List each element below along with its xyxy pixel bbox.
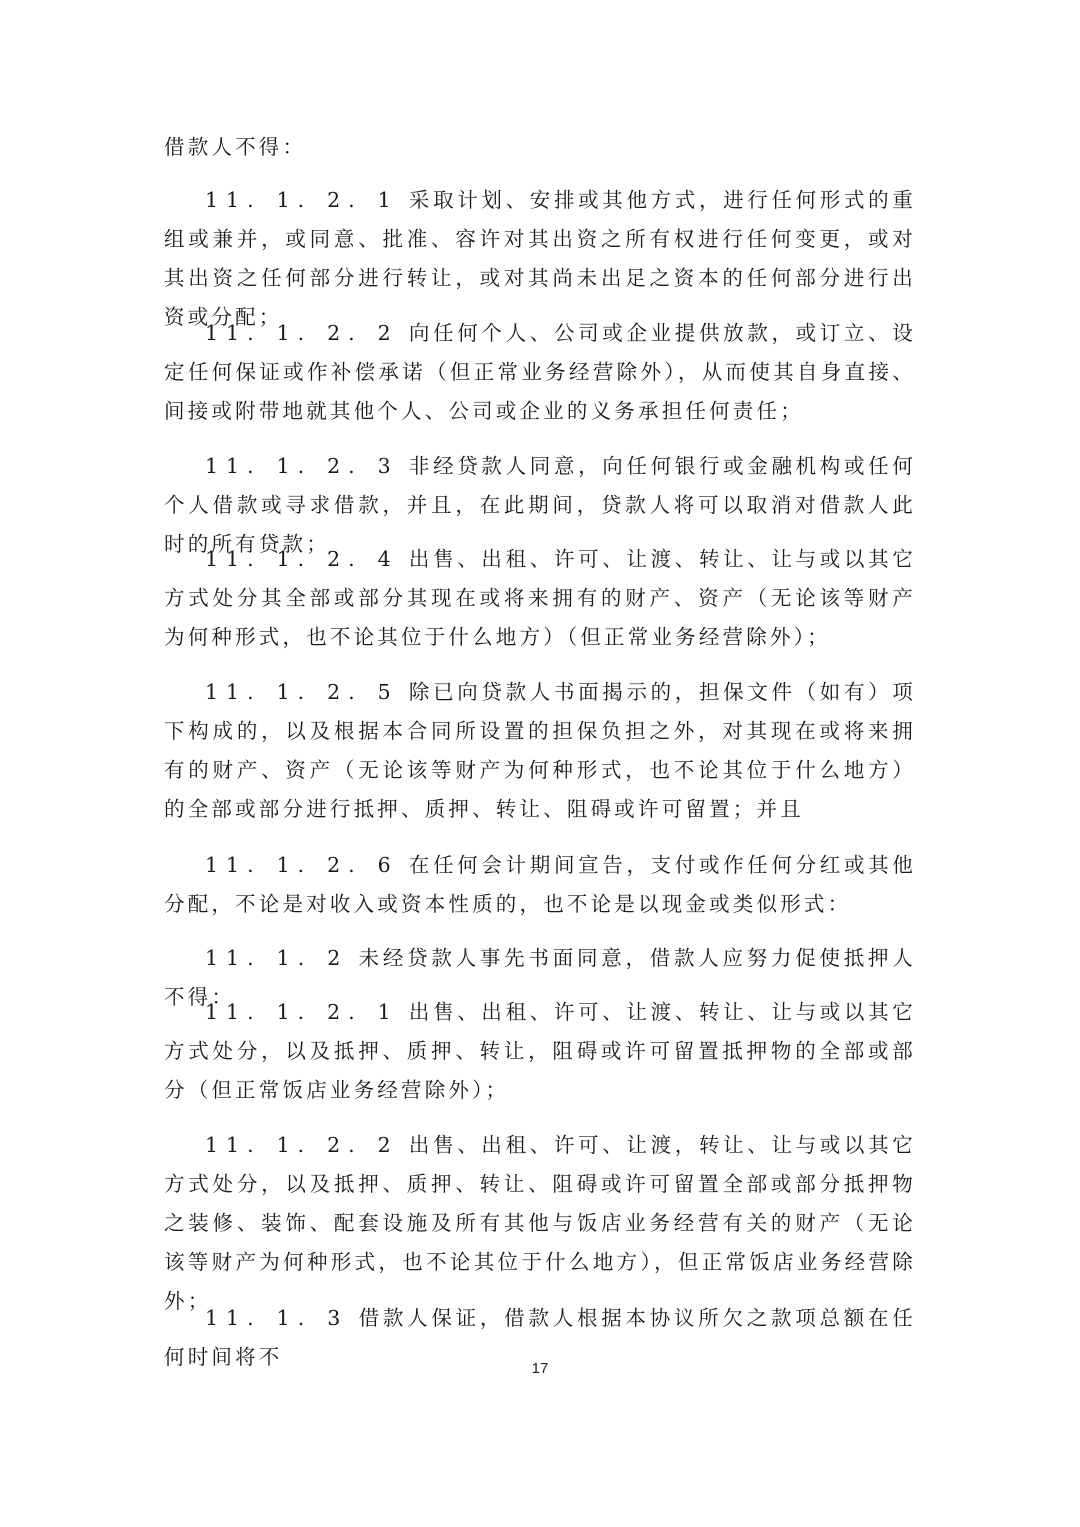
clause-text: 向任何个人、公司或企业提供放款，或订立、设定任何保证或作补偿承诺（但正常业务经营除外），从而使其自身直接、间接或附带地就其他个人、公司或企业的义务承担任何责任； (164, 321, 917, 423)
clause-11-1-2-6 (164, 846, 916, 924)
clause-11-1-2-2 (164, 314, 916, 431)
page-number: 17 (531, 1360, 549, 1377)
clause-text: 借款人保证，借款人根据本协议所欠之款项总额在任何时间将不 (164, 1306, 916, 1369)
clause-number: 11. 1. 2. 1 (205, 188, 399, 212)
intro-paragraph (164, 128, 916, 167)
clause-text: 未经贷款人事先书面同意，借款人应努力促使抵押人不得： (164, 946, 916, 1009)
clause-text: 出售、出租、许可、让渡、转让、让与或以其它方式处分其全部或部分其现在或将来拥有的财产、资产（无论该等财产为何种形式，也不论其位于什么地方）（但正常业务经营除外）； (164, 547, 917, 649)
clause-11-1-2-1-b (164, 993, 916, 1110)
clause-number: 11. 1. 2. 6 (205, 853, 399, 877)
clause-number: 11. 1. 2. 2 (205, 1133, 399, 1157)
clause-number: 11. 1. 2. 4 (205, 547, 399, 571)
paragraph-text: 借款人不得： (164, 135, 307, 159)
clause-number: 11. 1. 2. 3 (205, 454, 399, 478)
clause-number: 11. 1. 2. 1 (205, 1000, 399, 1024)
clause-text: 在任何会计期间宣告，支付或作任何分红或其他分配，不论是对收入或资本性质的，也不论是以现金或类似形式： (164, 853, 917, 916)
clause-text: 非经贷款人同意，向任何银行或金融机构或任何个人借款或寻求借款，并且，在此期间，贷款人将可以取消对借款人此时的所有贷款； (164, 454, 917, 556)
clause-text: 采取计划、安排或其他方式，进行任何形式的重组或兼并，或同意、批准、容许对其出资之所有权进行任何变更，或对其出资之任何部分进行转让，或对其尚未出足之资本的任何部分进行出资或分配； (164, 188, 917, 329)
clause-number: 11. 1. 3 (205, 1306, 349, 1330)
clause-text: 除已向贷款人书面揭示的，担保文件（如有）项下构成的，以及根据本合同所设置的担保负担之外，对其现在或将来拥有的财产、资产（无论该等财产为何种形式，也不论其位于什么地方）的全部或部分进行抵押、质押、转让、阻碍或许可留置；并且 (164, 680, 917, 821)
clause-11-1-2-4 (164, 540, 916, 657)
clause-11-1-2-5 (164, 673, 916, 829)
clause-number: 11. 1. 2. 2 (205, 321, 399, 345)
clause-number: 11. 1. 2 (205, 946, 349, 970)
clause-11-1-2-2-b (164, 1126, 916, 1321)
clause-number: 11. 1. 2. 5 (205, 680, 399, 704)
clause-text: 出售、出租、许可、让渡，转让、让与或以其它方式处分，以及抵押、质押、转让、阻碍或许可留置全部或部分抵押物之装修、装饰、配套设施及所有其他与饭店业务经营有关的财产（无论该等财产为何种形式，也不论其位于什么地方），但正常饭店业务经营除外； (164, 1133, 917, 1313)
clause-text: 出售、出租、许可、让渡、转让、让与或以其它方式处分，以及抵押、质押、转让，阻碍或许可留置抵押物的全部或部分（但正常饭店业务经营除外）； (164, 1000, 917, 1102)
